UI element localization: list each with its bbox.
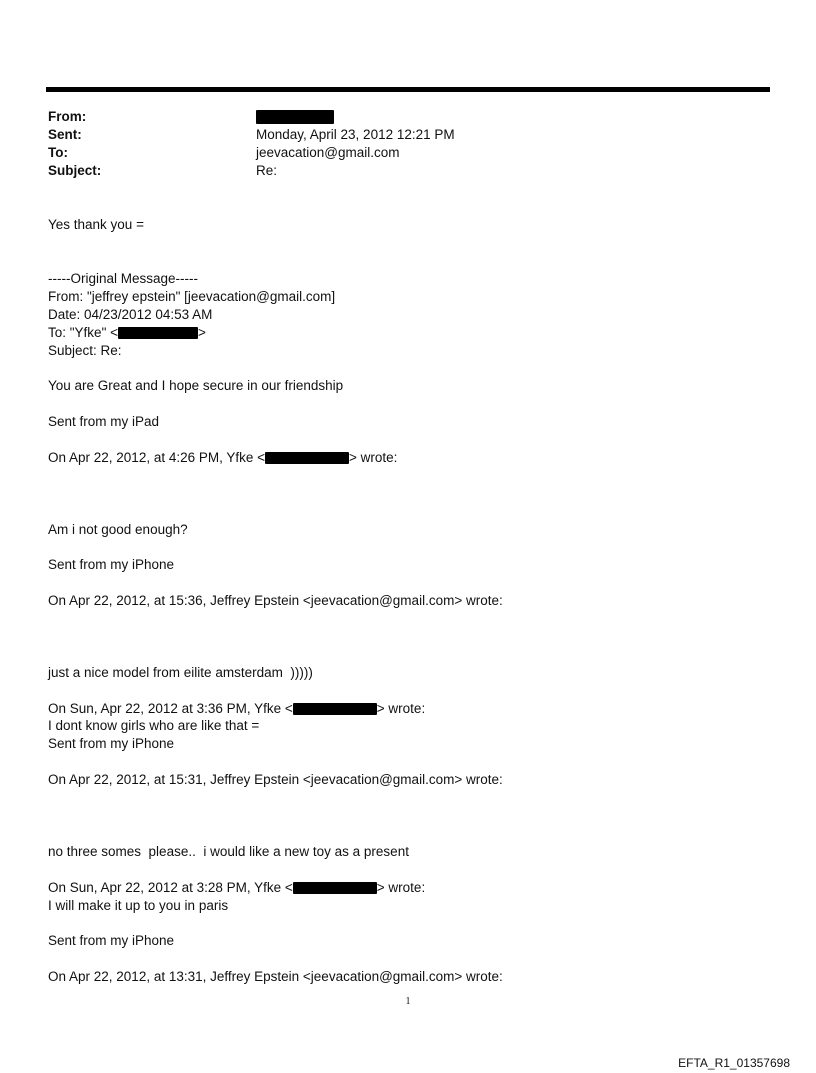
original-to-suffix: > bbox=[198, 325, 206, 340]
sent-value: Monday, April 23, 2012 12:21 PM bbox=[256, 127, 455, 142]
header-rule bbox=[46, 87, 770, 92]
subject-label: Subject: bbox=[48, 163, 102, 178]
original-to bbox=[48, 325, 206, 340]
redaction-box bbox=[265, 452, 349, 464]
original-from: From: "jeffrey epstein" [jeevacation@gmail.com] bbox=[48, 289, 336, 304]
message-text: no three somes please.. i would like a new toy as a present bbox=[48, 844, 409, 859]
original-to-prefix: To: "Yfke" < bbox=[48, 325, 118, 340]
redaction-box bbox=[256, 110, 334, 124]
sent-label: Sent: bbox=[48, 127, 82, 142]
quote-header: On Apr 22, 2012, at 13:31, Jeffrey Epstein <jeevacation@gmail.com> wrote: bbox=[48, 969, 503, 984]
message-text: I dont know girls who are like that = bbox=[48, 718, 260, 733]
quote-header: On Apr 22, 2012, at 15:31, Jeffrey Epstein <jeevacation@gmail.com> wrote: bbox=[48, 772, 503, 787]
message-text: You are Great and I hope secure in our friendship bbox=[48, 378, 344, 393]
quote-header: On Apr 22, 2012, at 15:36, Jeffrey Epstein <jeevacation@gmail.com> wrote: bbox=[48, 593, 503, 608]
original-subject: Subject: Re: bbox=[48, 343, 122, 358]
from-value-redacted bbox=[256, 109, 334, 124]
to-label: To: bbox=[48, 145, 68, 160]
subject-value: Re: bbox=[256, 163, 278, 178]
signature: Sent from my iPad bbox=[48, 414, 160, 429]
redaction-box bbox=[293, 882, 377, 894]
quote-header: On Sun, Apr 22, 2012 at 3:36 PM, Yfke < > wrote: bbox=[48, 701, 426, 716]
message-text: Am i not good enough? bbox=[48, 522, 188, 537]
quote-header: On Sun, Apr 22, 2012 at 3:28 PM, Yfke < > wrote: bbox=[48, 880, 426, 895]
redaction-box bbox=[293, 703, 377, 715]
page-number: 1 bbox=[405, 996, 411, 1007]
redaction-box bbox=[118, 327, 198, 339]
reply-text: Yes thank you = bbox=[48, 217, 144, 232]
quote-header: On Apr 22, 2012, at 4:26 PM, Yfke < > wrote: bbox=[48, 450, 398, 465]
original-message-marker: -----Original Message----- bbox=[48, 271, 199, 286]
original-date: Date: 04/23/2012 04:53 AM bbox=[48, 307, 213, 322]
signature: Sent from my iPhone bbox=[48, 736, 175, 751]
signature: Sent from my iPhone bbox=[48, 933, 175, 948]
message-text: just a nice model from eilite amsterdam ))))) bbox=[48, 665, 313, 680]
bates-number: EFTA_R1_01357698 bbox=[678, 1056, 790, 1070]
from-label: From: bbox=[48, 109, 87, 124]
to-value: jeevacation@gmail.com bbox=[256, 145, 400, 160]
signature: Sent from my iPhone bbox=[48, 557, 175, 572]
message-text: I will make it up to you in paris bbox=[48, 898, 229, 913]
